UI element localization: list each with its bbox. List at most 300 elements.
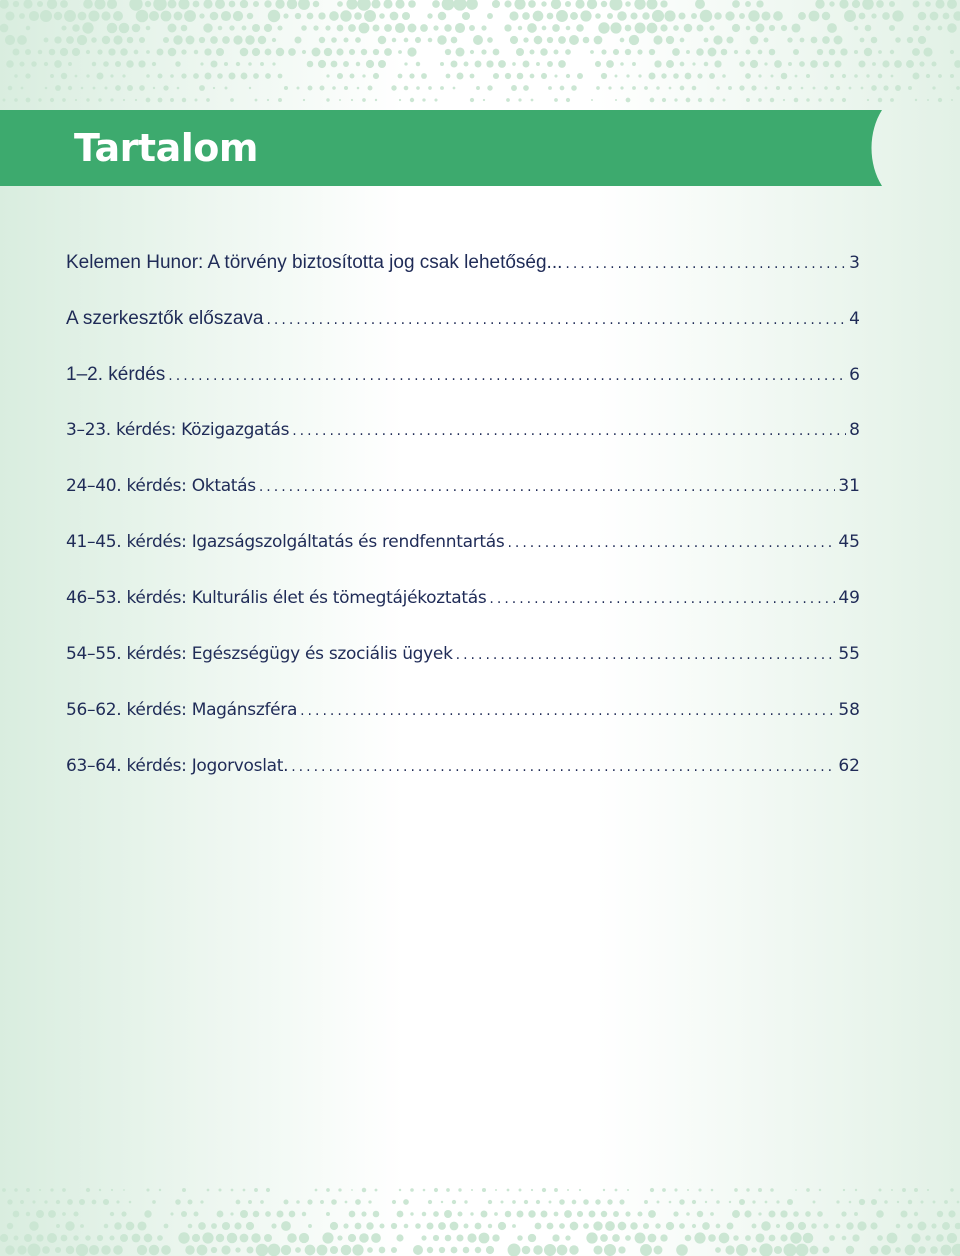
halftone-dot [548,86,552,90]
halftone-dot [746,26,751,31]
halftone-dot [646,0,657,10]
halftone-dot [137,1245,147,1255]
dot-leader [259,479,836,495]
halftone-dot [283,13,288,18]
halftone-dot [647,23,658,34]
halftone-dot [583,1223,589,1229]
halftone-dot [453,0,466,11]
halftone-dot [392,38,397,43]
halftone-dot [54,36,61,43]
halftone-dot [483,99,485,101]
halftone-dot [272,62,275,65]
halftone-dot [397,1211,404,1218]
halftone-dot [809,11,820,22]
halftone-dot [950,74,954,78]
halftone-dot [715,1247,721,1253]
halftone-dot [123,99,125,101]
halftone-dot [570,1222,579,1231]
halftone-dot [470,74,475,79]
halftone-dot [790,1232,801,1243]
halftone-dot [661,73,666,78]
halftone-dot [780,1234,787,1241]
halftone-dot [719,1233,730,1244]
halftone-dot [583,1199,589,1205]
toc-entry-page: 8 [849,420,860,440]
halftone-dot [379,1223,384,1228]
halftone-dot [673,1211,678,1216]
halftone-dot [716,86,720,90]
halftone-dot [930,12,939,21]
halftone-dot [810,60,818,68]
halftone-dot [378,60,386,68]
halftone-dot [601,73,607,79]
halftone-dot [101,11,110,20]
halftone-dot [475,61,482,68]
halftone-dot [159,1189,161,1191]
halftone-dot [26,26,30,30]
halftone-dot [362,1188,366,1192]
halftone-dot [315,1189,318,1192]
halftone-dot [508,1244,521,1256]
halftone-dot [648,1210,656,1218]
halftone-dot [806,98,810,102]
halftone-dot [371,0,380,9]
halftone-dot [514,0,525,10]
halftone-dot [242,26,247,31]
halftone-dot [352,1244,363,1255]
toc-entry[interactable] [66,420,860,476]
halftone-dot [404,1224,409,1229]
halftone-dot [281,1245,291,1255]
halftone-dot [859,1199,865,1205]
halftone-dot [834,36,843,45]
halftone-dot [475,1223,482,1230]
halftone-dot [518,26,522,30]
halftone-dot [336,48,343,55]
halftone-dot [359,23,370,34]
halftone-dot [634,0,645,10]
halftone-dot [464,62,469,67]
toc-entry-title: 54–55. kérdés: Egészségügy és szociális ügyek [66,644,453,664]
halftone-dot [72,48,80,56]
halftone-dot [349,1211,356,1218]
halftone-dot [523,61,530,68]
halftone-dot [528,1210,535,1217]
halftone-dot [811,37,818,44]
halftone-dot [434,1188,438,1192]
halftone-dot [343,61,349,67]
halftone-dot [127,37,134,44]
toc-entry-title: 46–53. kérdés: Kulturális élet és tömegtájékoztatás [66,588,487,608]
halftone-dot [427,1247,433,1253]
halftone-dot [857,1221,866,1230]
toc-entry[interactable] [66,532,860,588]
halftone-dot [359,1233,369,1243]
halftone-dot [558,60,566,68]
halftone-dot [252,48,260,56]
halftone-pattern-top [0,0,960,110]
toc-entry[interactable] [66,476,860,532]
halftone-dot [906,60,914,68]
halftone-dot [403,1199,409,1205]
halftone-dot [533,11,544,22]
halftone-dot [175,61,181,67]
halftone-dot [794,98,799,103]
halftone-dot [549,1201,552,1204]
halftone-dot [846,1222,853,1229]
halftone-dot [168,24,177,33]
halftone-dot [711,1189,714,1192]
halftone-dot [536,1200,540,1204]
halftone-dot [6,60,14,68]
halftone-dot [498,60,506,68]
halftone-dot [246,1246,253,1253]
toc-entry-title: 56–62. kérdés: Magánszféra [66,700,298,720]
halftone-dot [870,1222,877,1229]
halftone-dot [343,1223,348,1228]
halftone-dot [355,1199,361,1205]
halftone-dot [876,1210,884,1218]
halftone-dot [493,49,500,56]
halftone-dot [139,37,145,43]
halftone-dot [791,23,800,32]
halftone-dot [684,24,693,33]
halftone-dot [697,73,702,78]
halftone-dot [530,74,535,79]
halftone-dot [569,35,579,45]
halftone-dot [788,62,792,66]
halftone-dot [338,1188,341,1191]
halftone-dot [438,12,447,21]
halftone-dot [254,1188,258,1192]
halftone-dot [481,25,486,30]
halftone-dot [728,86,732,90]
halftone-dot [759,1243,772,1256]
halftone-dot [241,73,248,80]
halftone-dot [745,1,751,7]
halftone-dot [704,62,709,67]
halftone-dot [233,35,242,44]
halftone-dot [216,1234,224,1242]
halftone-dot [313,25,318,30]
halftone-dot [878,98,882,102]
halftone-dot [605,1221,615,1231]
halftone-dot [433,1211,439,1217]
halftone-dot [439,1247,445,1253]
halftone-dot [894,60,902,68]
halftone-dot [200,1200,203,1203]
halftone-dot [372,24,379,31]
halftone-dot [268,10,280,22]
halftone-dot [438,1222,446,1230]
halftone-dot [91,37,97,43]
halftone-dot [110,98,113,101]
halftone-dot [416,86,420,90]
halftone-dot [746,50,751,55]
halftone-dot [186,36,195,45]
halftone-dot [110,1212,114,1216]
halftone-dot [86,50,90,54]
halftone-dot [642,12,649,19]
halftone-dot [50,74,54,78]
halftone-dot [351,99,353,101]
halftone-dot [211,1223,217,1229]
halftone-dot [408,24,417,33]
halftone-dot [769,25,775,31]
halftone-dot [530,50,535,55]
halftone-dot [31,61,37,67]
halftone-dot [324,48,332,56]
halftone-dot [134,50,139,55]
halftone-dot [89,1245,99,1255]
toc-entry[interactable] [66,700,860,756]
halftone-dot [440,62,444,66]
halftone-dot [572,1200,577,1205]
halftone-dot [527,23,537,33]
halftone-dot [144,1210,151,1217]
halftone-dot [695,0,705,9]
halftone-dot [136,10,149,23]
halftone-dot [758,74,761,77]
halftone-dot [758,1188,762,1192]
halftone-dot [504,0,511,7]
halftone-dot [44,62,48,66]
halftone-dot [163,85,168,90]
halftone-dot [840,48,847,55]
halftone-dot [126,1222,135,1231]
halftone-dot [551,0,561,9]
halftone-dot [843,1189,845,1191]
halftone-dot [691,13,697,19]
halftone-dot [157,73,162,78]
halftone-dot [455,47,464,56]
halftone-dot [565,1235,570,1240]
halftone-dot [494,1212,498,1216]
halftone-dot [202,1232,213,1243]
halftone-dot [506,98,510,102]
halftone-dot [629,35,639,45]
halftone-dot [842,1236,847,1241]
halftone-dot [66,1246,75,1255]
halftone-dot [488,1224,492,1228]
toc-entry[interactable] [66,252,860,308]
halftone-dot [0,1234,8,1242]
halftone-dot [407,47,416,56]
halftone-dot [108,48,115,55]
halftone-dot [326,1212,330,1216]
halftone-dot [501,1201,504,1204]
halftone-dot [199,37,205,43]
halftone-dot [750,36,759,45]
halftone-dot [181,1211,187,1217]
halftone-dot [666,60,674,68]
halftone-dot [613,1211,619,1217]
halftone-dot [739,61,745,67]
halftone-dot [610,22,621,33]
halftone-dot [164,1224,169,1229]
halftone-dot [931,61,936,66]
halftone-dot [243,1189,246,1192]
halftone-dot [854,1212,858,1216]
halftone-dot [698,1188,701,1191]
halftone-dot [422,1212,427,1217]
toc-entry[interactable] [66,308,860,364]
halftone-dot [174,12,183,21]
halftone-dot [739,85,744,90]
halftone-dot [45,87,48,90]
toc-entry-title: Kelemen Hunor: A törvény biztosította jog csak lehetőség... [66,252,563,273]
halftone-dot [349,49,355,55]
halftone-dot [482,1188,486,1192]
halftone-dot [586,1232,597,1243]
toc-entry-page: 4 [849,309,860,329]
halftone-dot [648,1234,657,1243]
halftone-dot [783,99,785,101]
halftone-dot [240,48,249,57]
halftone-dot [761,11,770,20]
halftone-dot [758,50,763,55]
halftone-dot [817,49,823,55]
halftone-dot [795,1189,797,1191]
halftone-dot [299,1233,309,1243]
halftone-dot [930,1246,938,1254]
halftone-dot [93,87,96,90]
halftone-dot [692,1200,696,1204]
halftone-dot [210,12,219,21]
halftone-dot [685,1235,692,1242]
halftone-dot [957,1201,960,1204]
halftone-dot [68,62,72,66]
halftone-dot [895,85,901,91]
halftone-dot [579,1189,581,1191]
halftone-dot [423,1189,426,1192]
halftone-dot [619,1199,624,1204]
halftone-dot [19,13,25,19]
halftone-dot [295,13,301,19]
halftone-dot [846,1246,854,1254]
halftone-dot [559,1223,565,1229]
halftone-dot [132,1234,141,1243]
halftone-dot [249,87,251,89]
halftone-dot [493,73,499,79]
halftone-dot [451,37,458,44]
toc-entry[interactable] [66,588,860,644]
halftone-dot [357,87,360,90]
halftone-dot [421,1235,426,1240]
dot-leader [266,312,846,328]
halftone-dot [844,10,856,22]
halftone-dot [751,85,756,90]
halftone-dot [103,61,109,67]
halftone-dot [113,1245,123,1255]
halftone-dot [595,1199,600,1204]
halftone-dot [50,98,54,102]
halftone-dot [654,60,661,67]
halftone-dot [329,11,339,21]
halftone-dot [613,49,619,55]
halftone-dot [115,61,121,67]
halftone-dot [357,0,371,11]
halftone-dot [897,1201,899,1203]
halftone-dot [608,86,611,89]
halftone-dot [564,1210,572,1218]
halftone-dot [951,99,953,101]
halftone-dot [956,86,960,90]
halftone-dot [926,74,930,78]
halftone-dot [598,22,609,33]
halftone-dot [404,86,409,91]
halftone-dot [337,73,343,79]
toc-entry-page: 45 [838,532,860,552]
halftone-dot [625,1235,631,1241]
halftone-dot [902,1188,906,1192]
halftone-dot [744,1210,751,1217]
halftone-dot [941,1245,952,1256]
halftone-dot [7,1223,13,1229]
halftone-dot [175,1199,181,1205]
halftone-dot [511,85,517,91]
halftone-dot [81,87,84,90]
halftone-dot [181,73,186,78]
halftone-dot [566,98,570,102]
halftone-dot [678,12,685,19]
halftone-dot [925,1235,931,1241]
halftone-dot [54,12,63,21]
halftone-dot [565,1,571,7]
halftone-dot [422,98,425,101]
halftone-dot [86,74,89,77]
halftone-dot [222,36,230,44]
halftone-dot [399,1189,401,1191]
halftone-dot [818,98,821,101]
halftone-dot [230,1212,233,1215]
toc-entry[interactable] [66,644,860,700]
halftone-dot [451,61,458,68]
halftone-dot [146,74,150,78]
halftone-dot [402,12,410,20]
halftone-dot [221,11,231,21]
toc-entry[interactable] [66,364,860,420]
halftone-dot [344,86,348,90]
halftone-dot [716,1200,720,1204]
halftone-dot [547,61,553,67]
halftone-dot [416,62,420,66]
halftone-dot [498,1222,506,1230]
halftone-dot [625,1,631,7]
halftone-dot [3,99,6,102]
halftone-dot [337,1,343,7]
halftone-dot [337,25,344,32]
halftone-dot [660,1234,667,1241]
halftone-dot [752,1200,755,1203]
halftone-dot [227,1233,238,1244]
halftone-dot [858,60,865,67]
halftone-dot [954,60,960,68]
halftone-dot [5,1245,14,1254]
toc-entry[interactable] [66,756,860,812]
halftone-dot [330,1246,338,1254]
halftone-dot [517,1235,523,1241]
toc-entry-page: 3 [849,253,860,273]
halftone-dot [294,36,301,43]
halftone-dot [948,1210,955,1217]
halftone-dot [26,1212,30,1216]
toc-entry-page: 31 [838,476,860,496]
halftone-dot [331,1199,337,1205]
halftone-dot [918,1222,927,1231]
halftone-dot [230,98,234,102]
halftone-dot [415,1223,421,1229]
